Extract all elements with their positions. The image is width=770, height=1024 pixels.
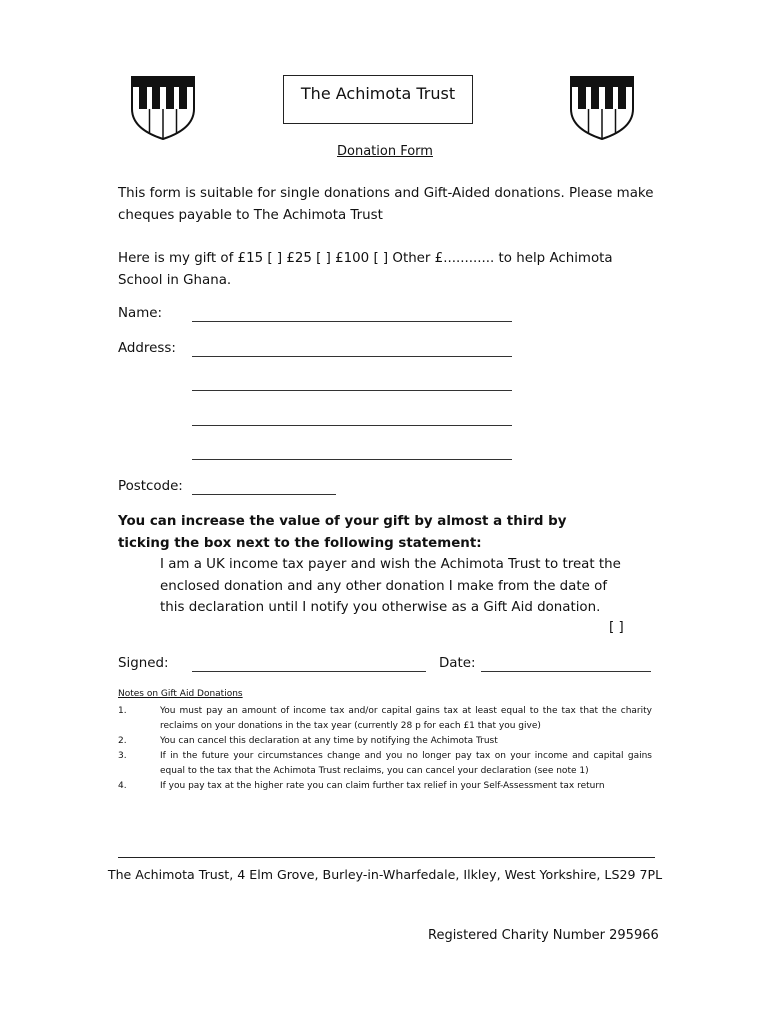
- note-text: If in the future your circumstances change and you no longer pay tax on your income and capital gains equal to the tax that the Achimota Trust reclaims, you can cancel your declaration (see note 1): [160, 751, 652, 776]
- note-number: 2.: [118, 736, 127, 746]
- gift-aid-heading: You can increase the value of your gift by almost a third by ticking the box next to the following statement:: [118, 514, 567, 551]
- signed-label: Signed:: [118, 656, 169, 671]
- address-field-line-2[interactable]: [192, 390, 512, 391]
- note-number: 4.: [118, 781, 127, 791]
- title-box: [283, 75, 473, 124]
- signature-field-line[interactable]: [192, 671, 426, 672]
- page-title: The Achimota Trust: [300, 84, 456, 103]
- date-field-line[interactable]: [481, 671, 651, 672]
- postcode-label: Postcode:: [118, 479, 183, 494]
- note-number: 3.: [118, 751, 127, 761]
- footer-address: The Achimota Trust, 4 Elm Grove, Burley-in-Wharfedale, Ilkley, West Yorkshire, LS29 7PL: [107, 867, 663, 882]
- gift-amount-text: Here is my gift of £15 [ ] £25 [ ] £100 [ ] Other £............ to help Achimota School in Ghana.: [118, 251, 613, 288]
- intro-text: This form is suitable for single donations and Gift-Aided donations. Please make cheques payable to The Achimota Trust: [118, 186, 654, 223]
- note-number: 1.: [118, 706, 127, 716]
- name-label: Name:: [118, 306, 163, 321]
- form-subtitle: Donation Form: [337, 144, 433, 159]
- notes-title: Notes on Gift Aid Donations: [118, 689, 243, 699]
- postcode-field-line[interactable]: [192, 494, 336, 495]
- address-field-line-3[interactable]: [192, 425, 512, 426]
- address-field-line-4[interactable]: [192, 459, 512, 460]
- address-label: Address:: [118, 341, 176, 356]
- name-field-line[interactable]: [192, 321, 512, 322]
- note-text: If you pay tax at the higher rate you can claim further tax relief in your Self-Assessment tax return: [160, 781, 605, 791]
- address-field-line-1[interactable]: [192, 356, 512, 357]
- gift-aid-declaration: I am a UK income tax payer and wish the Achimota Trust to treat the enclosed donation and any other donation I make from the date of this declaration until I notify you otherwise as a Gift Aid donation.: [160, 557, 621, 615]
- note-text: You can cancel this declaration at any time by notifying the Achimota Trust: [160, 736, 498, 746]
- piano-keys-shield-icon: [569, 75, 635, 141]
- gift-aid-tick-box[interactable]: [ ]: [609, 620, 624, 635]
- piano-keys-shield-icon: [130, 75, 196, 141]
- footer-divider: [118, 857, 655, 858]
- note-text: You must pay an amount of income tax and/or capital gains tax at least equal to the tax that the charity reclaims on your donations in the tax year (currently 28 p for each £1 that you give): [160, 706, 652, 731]
- date-label: Date:: [439, 656, 476, 671]
- charity-number: Registered Charity Number 295966: [428, 928, 659, 943]
